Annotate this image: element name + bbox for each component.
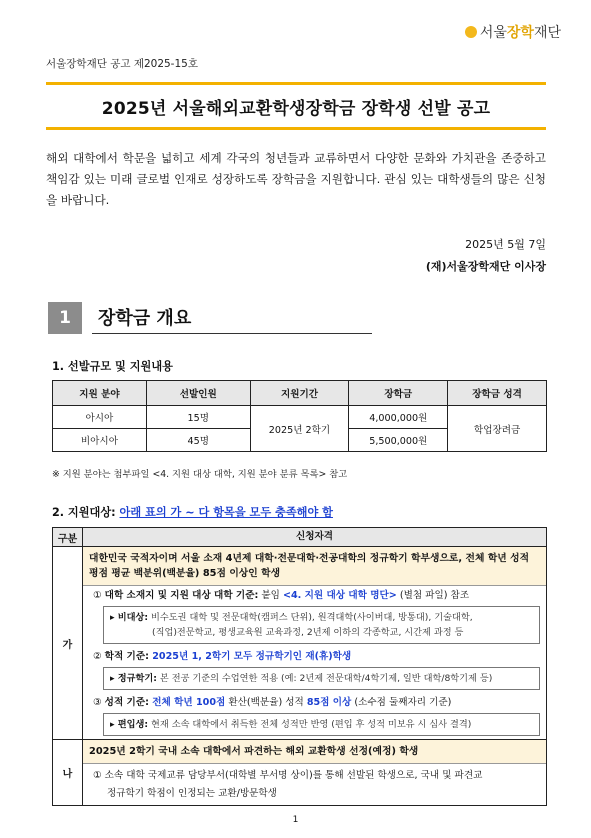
table-cell-count: 15명 <box>146 406 250 429</box>
table-header: 선발인원 <box>146 381 250 406</box>
criteria-detail-box: ▸ 정규학기: 본 전공 기준의 수업연한 적용 (예: 2년제 전문대학/4학기제, 일반 대학/8학기제 등) <box>103 667 540 690</box>
table-header: 장학금 성격 <box>448 381 547 406</box>
section-title: 장학금 개요 <box>98 308 192 329</box>
eligibility-table <box>52 527 547 806</box>
foundation-logo <box>465 22 561 42</box>
table-cell-period: 2025년 2학기 <box>250 406 349 452</box>
table-header: 지원기간 <box>250 381 349 406</box>
subheading-eligibility: 2. 지원대상: 아래 표의 가 ~ 다 항목을 모두 충족해야 함 <box>52 506 333 519</box>
scholarship-table <box>52 380 547 452</box>
table-cell-amount: 4,000,000원 <box>349 406 448 429</box>
intro-paragraph: 해외 대학에서 학문을 넓히고 세계 각국의 청년들과 교류하면서 다양한 문화와 가치관을 존중하고 책임감 있는 미래 글로벌 인재로 성장하도록 장학금을 지원합니다. 관심 있는 대학생들의 많은 신청을 바랍니다. <box>46 151 546 207</box>
section-underline <box>92 333 372 334</box>
table-row-na <box>53 740 547 806</box>
table-header-row <box>53 528 547 547</box>
logo-text: 서울장학재단 <box>479 25 561 41</box>
notice-number: 서울장학재단 공고 제2025-15호 <box>46 58 198 70</box>
table-cell-field: 아시아 <box>53 406 147 429</box>
criteria-summary: 대한민국 국적자이며 서울 소재 4년제 대학·전문대학·전공대학의 정규학기 학부생으로, 전체 학년 성적 평점 평균 백분위(백분율) 85점 이상인 학생 <box>83 547 546 586</box>
row-label: 나 <box>53 740 83 806</box>
subheading-scale: 1. 선발규모 및 지원내용 <box>52 360 173 373</box>
announcement-date: 2025년 5월 7일 <box>465 238 546 251</box>
table-row-ga <box>53 547 547 740</box>
criteria-detail-box: ▸ 비대상: 비수도권 대학 및 전문대학(캠퍼스 단위), 원격대학(사이버대, 방통대), 기술대학, (직업)전문학교, 평생교육원 교육과정, 2년제 이하의 각종학교, 시간제 과정 등 <box>103 606 540 644</box>
criteria-item-cont: 정규학기 학점이 인정되는 교환/방문학생 <box>107 788 277 799</box>
table-row <box>53 406 547 429</box>
table-cell-amount: 5,500,000원 <box>349 429 448 452</box>
table-cell-field: 비아시아 <box>53 429 147 452</box>
page-number: 1 <box>292 815 299 825</box>
table-header: 신청자격 <box>83 528 547 547</box>
signer: (재)서울장학재단 이사장 <box>425 260 546 273</box>
table-cell-count: 45명 <box>146 429 250 452</box>
logo-sun-icon <box>465 26 477 38</box>
criteria-item: ② 학적 기준: 2025년 1, 2학기 모두 정규학기인 재(휴)학생 <box>93 651 352 662</box>
section-number: 1 <box>48 302 82 334</box>
criteria-item: ③ 성적 기준: 전체 학년 100점 환산(백분율) 성적 85점 이상 (소수점 둘째자리 기준) <box>93 697 452 708</box>
table-note: ※ 지원 분야는 첨부파일 <4. 지원 대상 대학, 지원 분야 분류 목록> 참고 <box>52 469 348 480</box>
page-title: 2025년 서울해외교환학생장학금 장학생 선발 공고 <box>101 98 491 119</box>
table-header-row <box>53 381 547 406</box>
criteria-detail-box: ▸ 편입생: 현재 소속 대학에서 취득한 전체 성적만 반영 (편입 후 성적 미보유 시 심사 결격) <box>103 713 540 736</box>
table-header: 구분 <box>53 528 83 547</box>
criteria-summary: 2025년 2학기 국내 소속 대학에서 파견하는 해외 교환학생 선정(예정) 학생 <box>83 740 546 764</box>
criteria-item: ① 소속 대학 국제교류 담당부서(대학별 부서명 상이)를 통해 선발된 학생으로, 국내 및 파견교 <box>93 770 483 781</box>
eligibility-highlight: 아래 표의 가 ~ 다 항목을 모두 충족해야 함 <box>119 506 333 519</box>
table-cell-nature: 학업장려금 <box>448 406 547 452</box>
row-label: 가 <box>53 547 83 740</box>
title-bar <box>46 82 546 130</box>
table-header: 장학금 <box>349 381 448 406</box>
table-header: 지원 분야 <box>53 381 147 406</box>
criteria-item: ① 대학 소재지 및 지원 대상 대학 기준: 붙임 <4. 지원 대상 대학 명단> (별첨 파일) 참조 <box>93 590 470 601</box>
